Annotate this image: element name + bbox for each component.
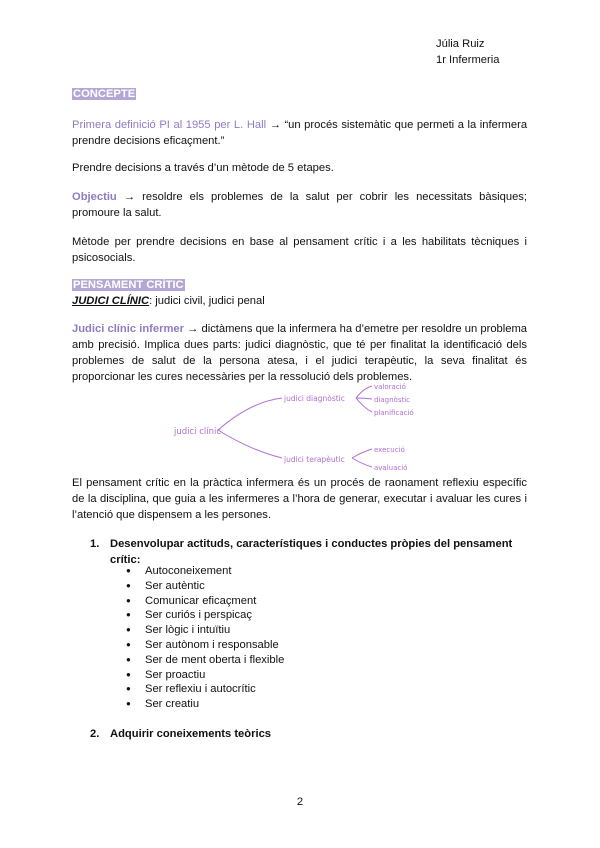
pensament-definition-paragraph: El pensament crític en la pràctica infermera és un procés de raonament reflexiu específic de la disciplina, que guia a les infermeres a l’hora de generar, executar i avaluar les cures i l’atenció que dispensem a les persones. — [72, 477, 527, 521]
stages-paragraph: Prendre decisions a través d’un mètode de 5 etapes. — [72, 162, 334, 174]
author-name: Júlia Ruiz — [436, 38, 485, 50]
trait-item: ● Ser proactiu — [126, 668, 284, 683]
trait-item: ● Ser curiós i perspicaç — [126, 608, 284, 623]
diagram-leaf-execucio: execució — [374, 446, 405, 454]
judici-clinic-rest: : judici civil, judici penal — [149, 295, 265, 307]
diagram-connector-valoracio — [356, 386, 372, 398]
list-item-1-number: 1. — [90, 538, 100, 550]
judici-clinic-label: JUDICI CLÍNIC — [72, 295, 150, 307]
method-paragraph: Mètode per prendre decisions en base al pensament crític i a les habilitats tècniques i psicosocials. — [72, 236, 527, 264]
diagram-connector-bottom — [218, 430, 282, 458]
trait-item: ● Ser autònom i responsable — [126, 638, 284, 653]
judici-clinic-line — [72, 293, 527, 309]
list-item-2-number: 2. — [90, 728, 100, 740]
objective-paragraph — [72, 189, 527, 221]
concepte-heading: CONCEPTE — [73, 88, 136, 100]
diagram-root-label: judici clínic — [174, 427, 222, 437]
diagram-connector-execucio — [352, 449, 372, 458]
judici-infermer-arrow: → — [187, 323, 199, 335]
pensament-heading-line — [72, 277, 527, 293]
judici-infermer-text: dictàmens que la infermera ha d’emetre per resoldre un problema amb precisió. Implica dues parts: judici diagnòstic, que té per finalitat la identificació dels problemes de salut de la persona atesa, i el judici terapèutic, la seva finalitat és proporcionar les cures necessàries per la ressolució dels problemes. — [72, 323, 528, 383]
diagram-connector-avaluacio — [352, 458, 372, 467]
diagram-connector-top — [218, 398, 282, 430]
author-course: 1r Infermeria — [436, 54, 500, 66]
definition-arrow: → — [269, 119, 281, 131]
pensament-heading: PENSAMENT CRÍTIC — [73, 279, 184, 291]
diagram-leaf-valoracio: valoració — [374, 383, 406, 391]
judici-infermer-label: Judici clínic infermer — [72, 323, 184, 335]
concepte-heading-line — [72, 86, 527, 102]
list-item-2 — [90, 726, 528, 742]
diagram-connector-diagnostic — [356, 398, 372, 399]
objective-arrow: → — [123, 191, 136, 203]
diagram-branch-bottom-label: judici terapèutic — [284, 455, 345, 464]
judici-infermer-paragraph — [72, 321, 527, 385]
diagram-leaf-planificacio: planificació — [374, 409, 414, 417]
diagram-connector-planificacio — [356, 398, 372, 412]
diagram-leaf-diagnostic: diagnòstic — [374, 396, 411, 404]
trait-item: ● Ser de ment oberta i flexible — [126, 653, 284, 668]
traits-list — [126, 564, 284, 712]
list-item-2-title: Adquirir coneixements teòrics — [110, 728, 272, 740]
objective-text: resoldre els problemes de la salut per cobrir les necessitats bàsiques; promoure la salut. — [72, 191, 528, 219]
judici-diagram — [170, 378, 450, 476]
trait-item: ● Comunicar eficaçment — [126, 594, 284, 609]
diagram-branch-top-label: judici diagnòstic — [284, 394, 345, 403]
list-item-1-title: Desenvolupar actituds, característiques i conductes pròpies del pensament crític: — [110, 538, 513, 566]
page-number: 2 — [296, 796, 304, 808]
objective-label: Objectiu — [72, 191, 117, 203]
trait-item: ● Autoconeixement — [126, 564, 284, 579]
definition-quote: “un procés sistemàtic que permeti a la infermera prendre decisions eficaçment.” — [72, 119, 528, 147]
diagram-leaf-avaluacio: avaluació — [374, 464, 408, 472]
trait-item: ● Ser lògic i intuïtiu — [126, 623, 284, 638]
trait-item: ● Ser autèntic — [126, 579, 284, 594]
trait-item: ● Ser reflexiu i autocrític — [126, 682, 284, 697]
trait-item: ● Ser creatiu — [126, 697, 284, 712]
definition-lead: Primera definició PI al 1955 per L. Hall — [72, 119, 267, 131]
author-block — [436, 36, 499, 68]
definition-paragraph — [72, 117, 527, 149]
